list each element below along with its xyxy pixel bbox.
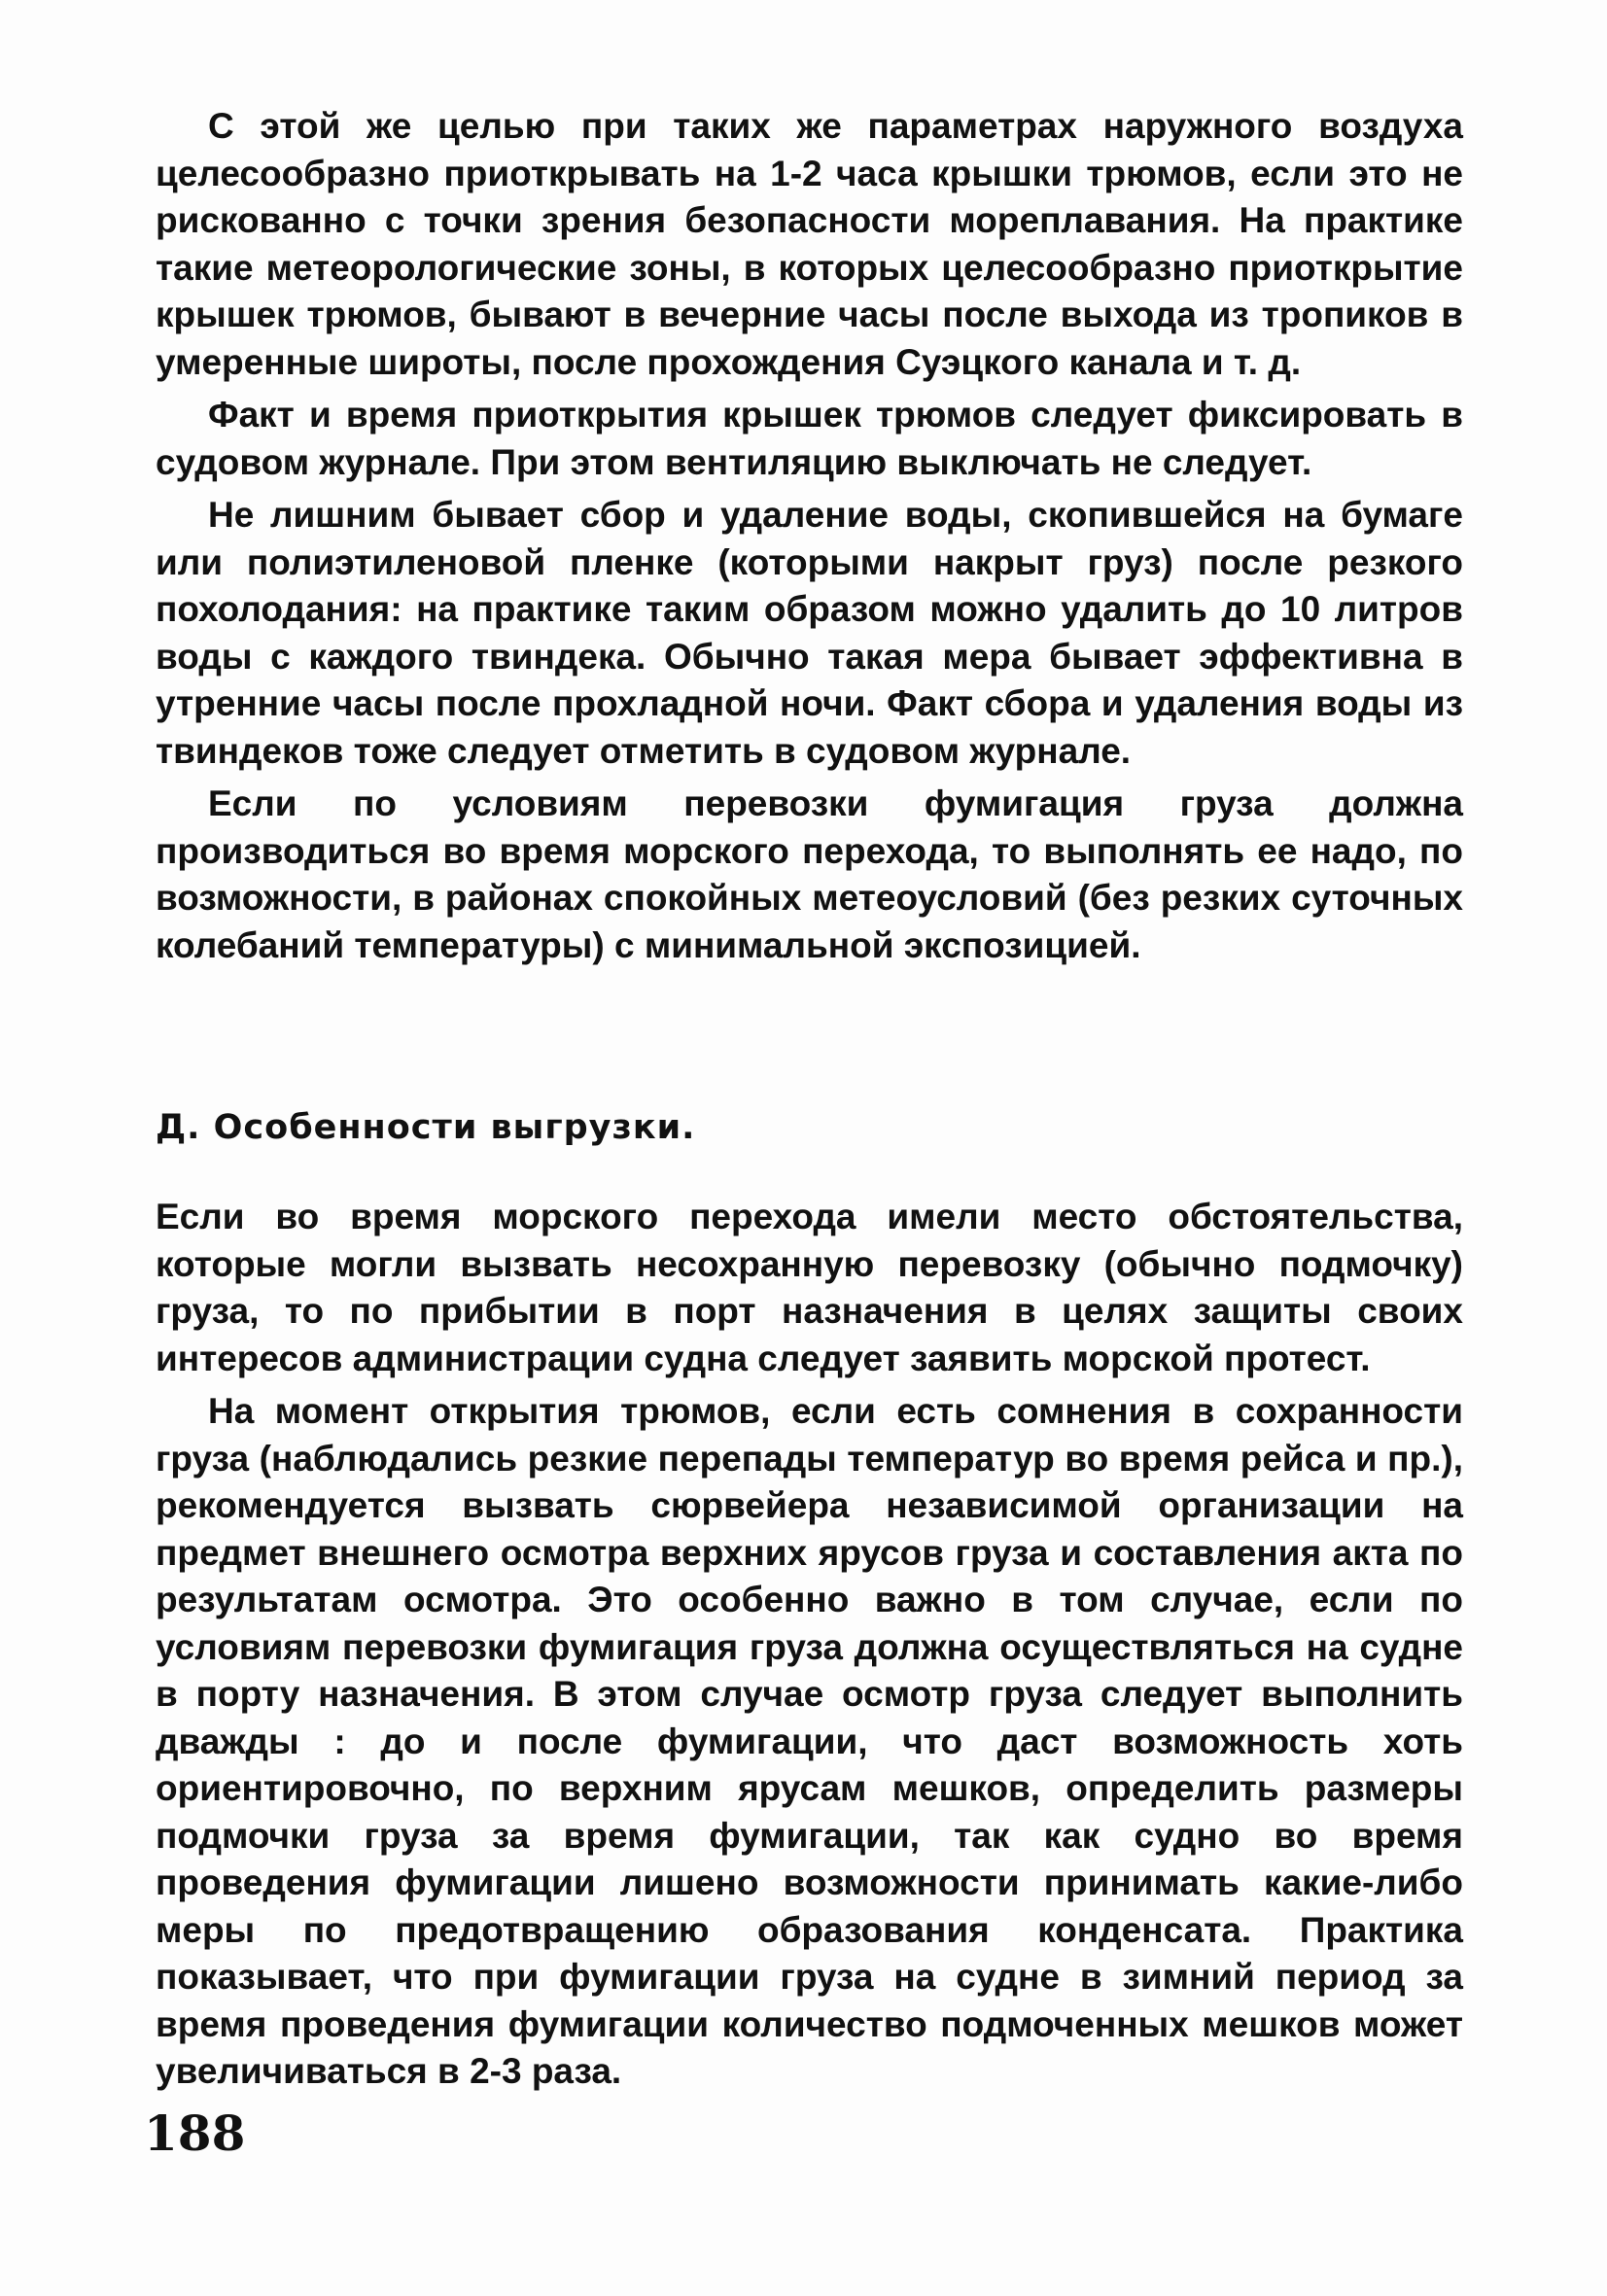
body-text-bottom (156, 1194, 1463, 2102)
paragraph-fumigation-at-sea: Если по условиям перевозки фумигация груза должна производиться во время морского перехода, то выполнять ее надо, по возможности, в районах спокойных метеоусловий (без резких суточных колебаний температуры) с минимальной экспозицией. (156, 783, 1463, 965)
paragraph-sea-protest: Если во время морского перехода имели место обстоятельства, которые могли вызвать несохранную перевозку (обычно подмочку) груза, то по прибытии в порт назначения в целях защиты своих интересов администрации судна следует заявить морской протест. (156, 1197, 1463, 1378)
paragraph-logbook-record: Факт и время приоткрытия крышек трюмов следует фиксировать в судовом журнале. При этом вентиляцию выключать не следует. (156, 395, 1463, 482)
paragraph-ventilation-hatches: С этой же целью при таких же параметрах наружного воздуха целесообразно приоткрывать на 1-2 часа крышки трюмов, если это не рискованно с точки зрения безопасности мореплавания. На практике такие метеорологические зоны, в которых целесообразно приоткрытие крышек трюмов, бывают в вечерние часы после выхода из тропиков в умеренные широты, после прохождения Суэцкого канала и т. д. (156, 106, 1463, 382)
page-number: 188 (144, 2105, 246, 2162)
paragraph-hold-opening-survey: На момент открытия трюмов, если есть сомнения в сохранности груза (наблюдались резкие перепады температур во время рейса и пр.), рекомендуется вызвать сюрвейера независимой организации на предмет внешнего осмотра верхних ярусов груза и составления акта по результатам осмотра. Это особенно важно в том случае, если по условиям перевозки фумигация груза должна осуществляться на судне в порту назначения. В этом случае осмотр груза следует выполнить дважды : до и после фумигации, что даст возможность хоть ориентировочно, по верхним ярусам мешков, определить размеры подмочки груза за время фумигации, так как судно во время проведения фумигации лишено возможности принимать какие-либо меры по предотвращению образования конденсата. Практика показывает, что при фумигации груза на судне в зимний период за время проведения фумигации количество подмоченных мешков может увеличиваться в 2-3 раза. (156, 1391, 1463, 2091)
paragraph-water-removal: Не лишним бывает сбор и удаление воды, скопившейся на бумаге или полиэтиленовой пленке (которыми накрыт груз) после резкого похолодания: на практике таким образом можно удалить до 10 литров воды с каждого твиндека. Обычно такая мера бывает эффективна в утренние часы после прохладной ночи. Факт сбора и удаления воды из твиндеков тоже следует отметить в судовом журнале. (156, 495, 1463, 771)
body-text-top (156, 103, 1463, 975)
section-heading: Д. Особенности выгрузки. (156, 1108, 696, 1147)
